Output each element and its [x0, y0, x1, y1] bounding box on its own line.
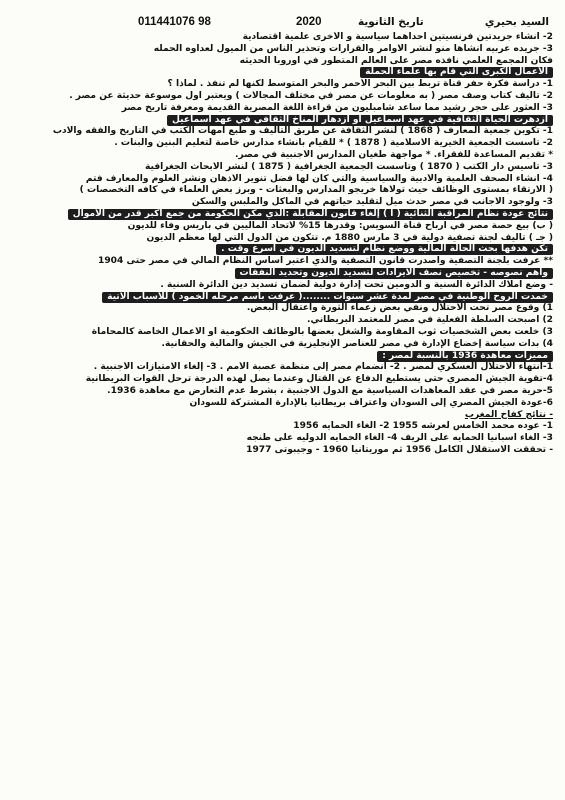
text-line: ** عرفت بلجنة التصفية واصدرت قانون التصفية والذي أعتبر أساس النظام المالي في مصر حتى 1904: [98, 256, 553, 267]
text-line: 1) وقوع مصر تحت الاحتلال ونفي بعض زعماء الثورة واعتقال البعض.: [246, 303, 553, 314]
text-line: 3- العثور على حجر رشيد مما ساعد شامبليون من قراءة اللغة المصرية القديمة ومعرفة تاريخ مصر: [121, 102, 553, 113]
text-line: ( جـ ) تأليف لجنة تصفية دولية في 3 مارس 1880 م. تتكون من الدول التي لها معظم الديون: [146, 232, 553, 243]
document-body: [14, 32, 553, 457]
text-line: ( الارتقاء بمستوى الوظائف حيث تولاها خريجو المدارس والبعثات - وبرز بعض العلماء في كافه التخصصات ): [79, 185, 553, 196]
text-line: 1- دراسة فكرة حفر قناة تربط بين البحر الأحمر والبحر المتوسط لكنها لم تنفذ . لماذا ؟: [167, 79, 553, 90]
text-line: 2- انشاء جريدتين فرنسيتين أحداهما سياسية و الأخرى علمية اقتصادية: [242, 32, 553, 42]
text-line: 2- تاسست الجمعية الخيرية الاسلامية ( 1878 ) * للقيام بانشاء مدارس خاصة لتعليم البنين والبنات .: [114, 138, 553, 149]
phone-number: 011441076 98: [138, 16, 211, 28]
section-heading: مميزات معاهدة 1936 بالنسبة لمصر :: [377, 351, 553, 362]
text-line: ( ب) بيع حصة مصر في أرباح قناة السويس: وقدرها 15% لاتحاد الماليين في باريس وفاء للديون: [127, 220, 553, 231]
text-line: 3- جريده عربيه أنشأها منو لنشر الاوامر والقرارات وتحذير الناس من الميول لعداوه الحمله: [153, 43, 553, 54]
text-line: 3) خلعت بعض الشخصيات ثوب المقاومة والشغل بعضها بالوظائف الحكومية أو الأعمال الخاصة كالمحاماة: [91, 326, 553, 337]
text-line: 1- عوده محمد الخامس لعرشه 1955 2- الغاء الحمايه 1956: [293, 421, 553, 432]
text-line: - وضع املاك الدائرة السنية و الدومين تحت إدارة دولية لضمان تسديد دين الدائرة السنية .: [160, 279, 553, 290]
section-heading: واهم نصوصه - تخصيص نصف الايرادات لتسديد الديون وتحديد النفقات: [235, 268, 554, 279]
text-line: 2) أصبحت السلطة الفعلية في مصر للمعتمد البريطاني.: [307, 315, 553, 326]
text-line: * تقديم المساعدة للفقراء. * مواجهة طغيان المدارس الأجنبية في مصر.: [235, 149, 553, 160]
section-heading: الأعمال الكبرى التي قام بها علماء الحملة: [360, 67, 553, 78]
text-line: - تحققت الاستقلال الكامل 1956 ثم موريتانيا 1960 - وجيبوتى 1977: [246, 444, 553, 455]
section-subheading: - نتائج كفاح المغرب: [464, 409, 553, 420]
text-line: 4) بدأت سياسة إخضاع الإدارة في مصر للعناصر الإنجليزية في الجيش والمالية والحقانية.: [161, 338, 553, 349]
text-line: 1-انتهاء الاحتلال العسكري لمصر . 2- انضمام مصر إلى منظمة عصبة الأمم . 3- إلغاء الامتيازات الأجنبية .: [93, 362, 553, 373]
text-line: فكان المجمع العلمي نافذه مصر على العالم المتطور في اوروبا الحديثه: [239, 55, 553, 66]
text-line: 3- الغاء اسبانيا الحمايه على الريف 4- الغاء الحمايه الدوليه على طنجه: [246, 433, 553, 444]
text-line: 5-حرية مصر في عقد المعاهدات السياسية مع الدول الأجنبية ، بشرط عدم التعارض مع معاهدة 1936.: [107, 385, 553, 396]
section-heading: تكن هدفها بحث الحالة المالية ووضع نظام لتسديد الديون في اسرع وقت .: [216, 244, 553, 255]
year: 2020: [296, 16, 322, 28]
section-heading: ازدهرت الحياة الثقافية في عهد اسماعيل أو ازدهار المناخ الثقافي في عهد اسماعيل: [167, 115, 553, 126]
text-line: 6-عودة الجيش المصري إلى السودان واعتراف بريطانيا بالإدارة المشتركة للسودان: [189, 397, 553, 408]
author-name: السيد بحيري: [484, 16, 549, 28]
subject-title: تاريخ الثانوية: [358, 16, 424, 28]
text-line: 1- تكوين جمعية المعارف ( 1868 ) لنشر الثقافة عن طريق التأليف و طبع أمهات الكتب في التاريخ والفقه والادب: [52, 126, 553, 137]
text-line: 2- تأليف كتاب وصف مصر ( به معلومات عن مصر في مختلف المجالات ) ويعتبر اول موسوعة حديثة عن مصر .: [69, 90, 553, 101]
section-heading: نتائج عودة نظام المراقبة الثنائية ( أ ) إلغاء قانون المقابلة :الذي مكن الحكومة من جمع أكبر قدر من الأموال: [68, 209, 553, 220]
section-heading: خمدت الروح الوطنية في مصر لمدة عشر سنوات ........( عرفت باسم مرحله الخمود ) للأسباب الاتية: [102, 292, 553, 303]
text-line: 3- ولوجود الاجانب في مصر حدث ميل لتقليد حياتهم في المآكل والملبس والسكن: [191, 197, 553, 208]
text-line: 4- انشاء الصحف العلمية والأدبية والسياسية والتي كان لها فضل تنوير الاذهان ونشر العلوم والمعارف فتم: [85, 173, 553, 184]
text-line: 3- تأسيس دار الكتب ( 1870 ) وتاسست الجمعية الجغرافية ( 1875 ) لنشر الابحاث الجغرافية: [144, 161, 553, 172]
text-line: 4-تقوية الجيش المصري حتى يستطيع الدفاع عن القتال وعندما يصل لهذه الدرجة ترحل القوات البريطانية: [85, 374, 553, 385]
